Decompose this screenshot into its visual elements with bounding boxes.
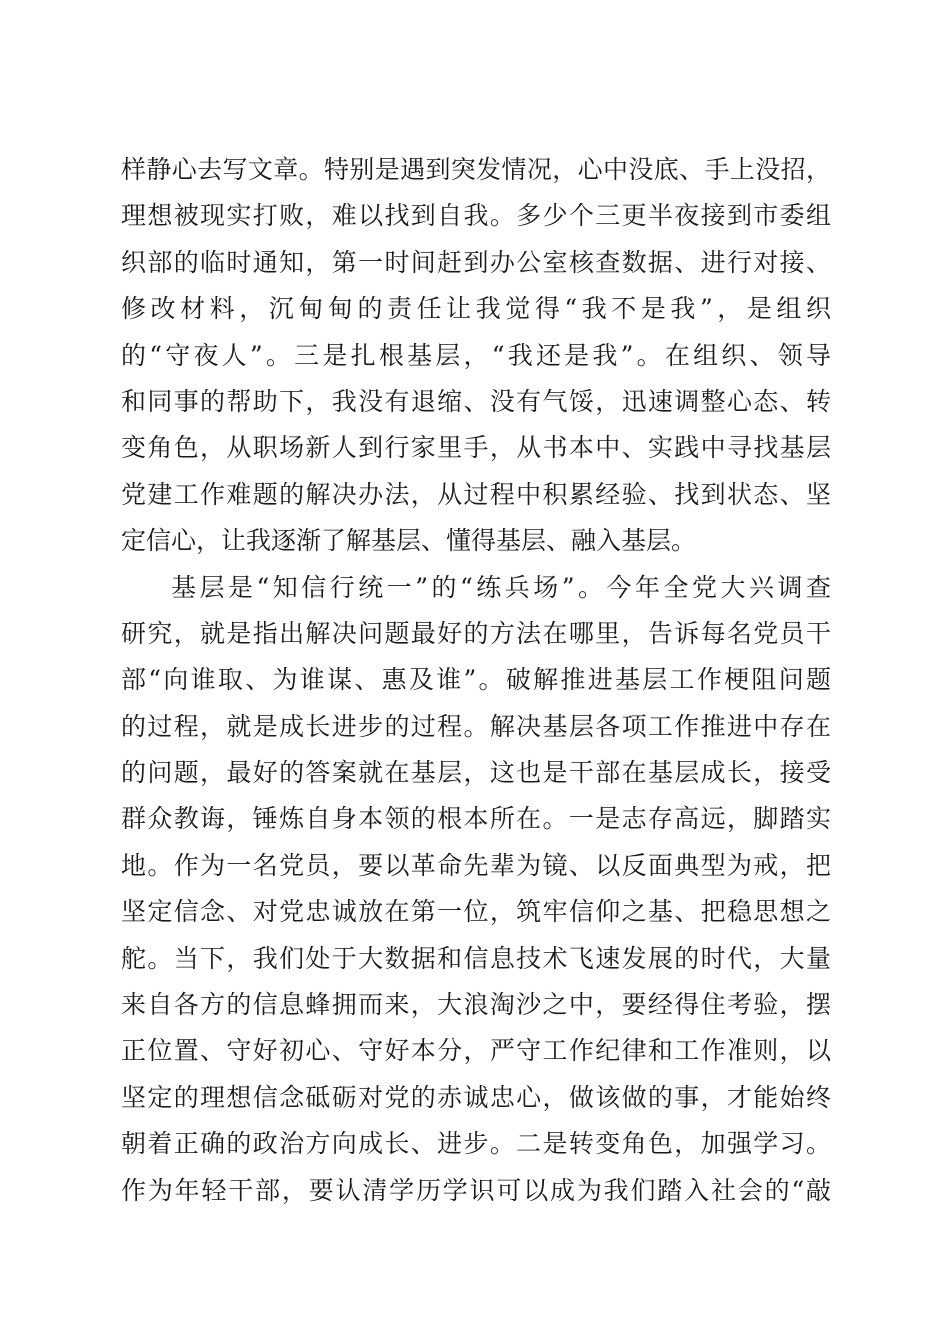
text-line: 朝着正确的政治方向成长、进步。二是转变角色，加强学习。	[121, 1129, 831, 1159]
text-line: 地。作为一名党员，要以革命先辈为镜、以反面典型为戒，把	[121, 850, 831, 880]
text-line: 坚定信念、对党忠诚放在第一位，筑牢信仰之基、把稳思想之	[121, 897, 831, 927]
text-line: 来自各方的信息蜂拥而来，大浪淘沙之中，要经得住考验，摆	[121, 990, 831, 1020]
text-line: 和同事的帮助下，我没有退缩、没有气馁，迅速调整心态、转	[121, 386, 831, 416]
text-line: 研究，就是指出解决问题最好的方法在哪里，告诉每名党员干	[121, 618, 831, 648]
paragraph-end-line: 定信心，让我逐渐了解基层、懂得基层、融入基层。	[121, 526, 697, 556]
text-line: 作为年轻干部，要认清学历学识可以成为我们踏入社会的“敲	[121, 1175, 831, 1205]
text-line: 的问题，最好的答案就在基层，这也是干部在基层成长，接受	[121, 758, 831, 788]
text-line: 的过程，就是成长进步的过程。解决基层各项工作推进中存在	[121, 711, 831, 741]
text-line: 正位置、守好初心、守好本分，严守工作纪律和工作准则，以	[121, 1036, 831, 1066]
text-line: 的“守夜人”。三是扎根基层，“我还是我”。在组织、领导	[121, 340, 831, 370]
document-body	[121, 147, 831, 1214]
text-line: 样静心去写文章。特别是遇到突发情况，心中没底、手上没招，	[121, 155, 831, 184]
text-line: 织部的临时通知，第一时间赶到办公室核查数据、进行对接、	[121, 247, 831, 277]
text-line: 部“向谁取、为谁谋、惠及谁”。破解推进基层工作梗阻问题	[121, 665, 831, 695]
text-line: 变角色，从职场新人到行家里手，从书本中、实践中寻找基层	[121, 433, 831, 463]
text-line: 舵。当下，我们处于大数据和信息技术飞速发展的时代，大量	[121, 943, 831, 973]
text-line: 理想被现实打败，难以找到自我。多少个三更半夜接到市委组	[121, 201, 831, 231]
text-line: 修改材料，沉甸甸的责任让我觉得“我不是我”，是组织	[121, 294, 831, 324]
text-line: 党建工作难题的解决办法，从过程中积累经验、找到状态、坚	[121, 479, 831, 509]
text-line: 坚定的理想信念砥砺对党的赤诚忠心，做该做的事，才能始终	[121, 1082, 831, 1112]
text-line: 群众教诲，锤炼自身本领的根本所在。一是志存高远，脚踏实	[121, 804, 831, 834]
paragraph-start-line: 基层是“知信行统一”的“练兵场”。今年全党大兴调查	[171, 572, 831, 602]
